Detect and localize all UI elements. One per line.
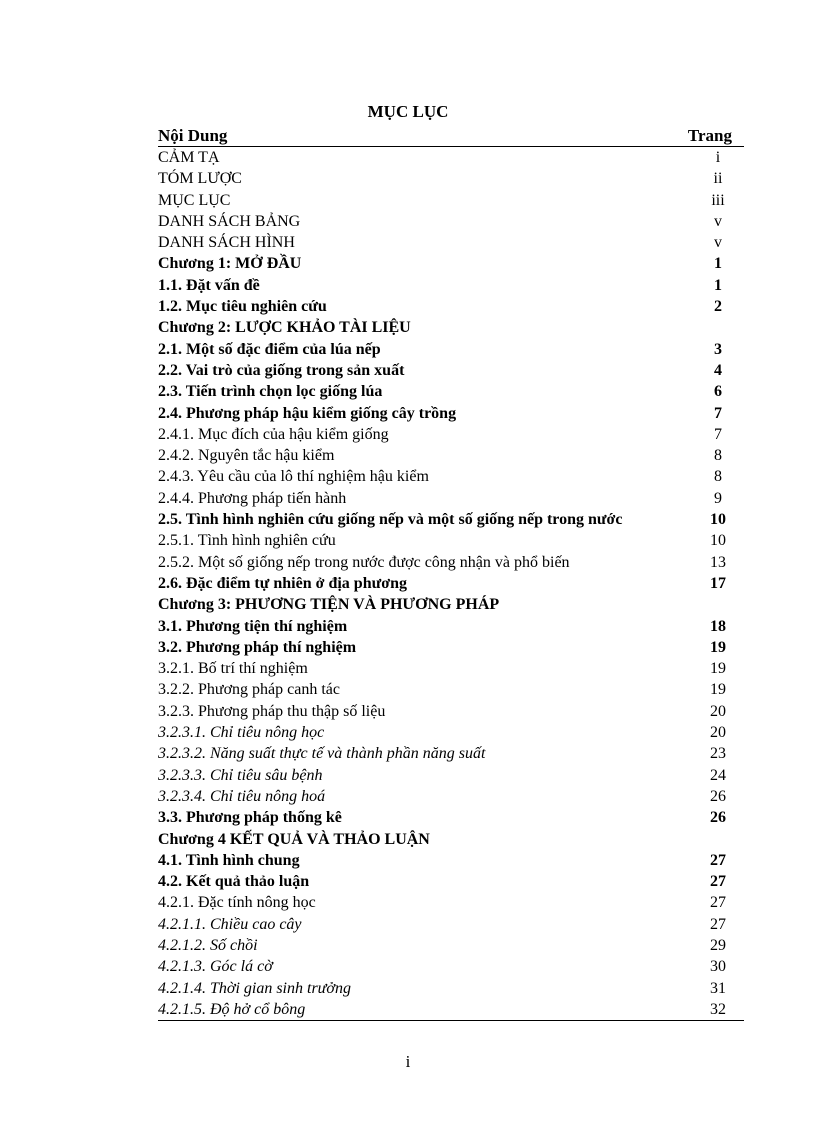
- toc-entry-page: 19: [710, 638, 726, 656]
- page-number: i: [405, 1052, 411, 1071]
- toc-entry-label: 2.4.4. Phương pháp tiến hành: [158, 489, 347, 507]
- toc-entry-label: 3.1. Phương tiện thí nghiệm: [158, 617, 348, 635]
- toc-entry: [158, 999, 744, 1020]
- toc-entry: [158, 701, 744, 722]
- toc-entry-page: 1: [714, 276, 722, 294]
- toc-entry: [158, 466, 744, 487]
- toc-entry-label: 2.1. Một số đặc điểm của lúa nếp: [158, 340, 381, 358]
- toc-header: [158, 124, 744, 147]
- toc-entry-label: 4.2. Kết quả thảo luận: [158, 873, 310, 891]
- toc-entry-page: 27: [710, 873, 726, 891]
- toc-entry-label: 2.5.2. Một số giống nếp trong nước được công nhận và phổ biến: [158, 553, 570, 571]
- toc-entry-label: 2.3. Tiến trình chọn lọc giống lúa: [158, 383, 383, 401]
- toc-entry: [158, 552, 744, 573]
- toc-entry-label: Chương 2: LƯỢC KHẢO TÀI LIỆU: [158, 319, 411, 337]
- toc-entry-page: 27: [710, 851, 726, 869]
- toc-entry: [158, 424, 744, 445]
- toc-entry-page: 7: [714, 425, 722, 443]
- toc-entry-label: 3.2.3.3. Chỉ tiêu sâu bệnh: [158, 766, 323, 784]
- toc-entry-page: i: [715, 149, 721, 166]
- toc-entry: [158, 509, 744, 530]
- toc-entry-page: 27: [710, 915, 726, 933]
- toc-entry-label: 3.2.2. Phương pháp canh tác: [158, 681, 340, 699]
- toc-entry-page: 19: [710, 681, 726, 699]
- toc-entry-label: DANH SÁCH BẢNG: [158, 212, 301, 230]
- toc-entry: [158, 978, 744, 999]
- toc-entry-page: 24: [710, 766, 726, 784]
- toc-entry-page: 13: [710, 553, 726, 571]
- toc-entry-page: 17: [710, 574, 726, 592]
- toc-entry-page: 6: [714, 383, 722, 401]
- toc-entry-label: 3.2.3. Phương pháp thu thập số liệu: [158, 702, 386, 720]
- toc-entry-label: Chương 1: MỞ ĐẦU: [158, 255, 302, 273]
- toc-entry: [158, 935, 744, 956]
- toc-entry-page: 1: [714, 255, 722, 273]
- toc-entry: [158, 658, 744, 679]
- toc-entry-label: 4.2.1.4. Thời gian sinh trưởng: [158, 979, 351, 997]
- toc-header-content: Nội Dung: [158, 126, 228, 145]
- toc-entry: [158, 637, 744, 658]
- toc-entry-page: v: [714, 234, 722, 252]
- toc-entry-label: Chương 3: PHƯƠNG TIỆN VÀ PHƯƠNG PHÁP: [158, 596, 500, 614]
- toc-entry-page: 9: [714, 489, 722, 507]
- toc-entry: [158, 253, 744, 274]
- toc-entry-label: 3.2. Phương pháp thí nghiệm: [158, 638, 357, 656]
- toc-entry-page: 10: [710, 511, 726, 529]
- toc-entries: [158, 147, 744, 1021]
- toc-entry: [158, 190, 744, 211]
- toc-entry: [158, 573, 744, 594]
- toc-entry-page: ii: [713, 170, 723, 188]
- toc-entry-label: 4.2.1.2. Số chồi: [158, 936, 258, 954]
- toc-entry: [158, 765, 744, 786]
- toc-entry: [158, 530, 744, 551]
- toc-entry-label: CẢM TẠ: [158, 149, 220, 166]
- toc-entry-label: 2.2. Vai trò của giống trong sản xuất: [158, 361, 405, 379]
- toc-entry-page: 2: [714, 298, 722, 316]
- toc-entry-label: 3.2.3.2. Năng suất thực tế và thành phần năng suất: [158, 745, 486, 763]
- toc-entry: [158, 296, 744, 317]
- toc-entry-label: 4.2.1. Đặc tính nông học: [158, 894, 316, 912]
- toc-entry: [158, 914, 744, 935]
- toc-entry-page: 29: [710, 936, 726, 954]
- toc-entry: [158, 339, 744, 360]
- toc-entry: [158, 403, 744, 424]
- toc-entry-page: 8: [714, 447, 722, 465]
- toc-entry: [158, 892, 744, 913]
- toc-entry: [158, 722, 744, 743]
- toc-entry-label: 2.5. Tình hình nghiên cứu giống nếp và một số giống nếp trong nước: [158, 511, 623, 529]
- toc-entry-label: 4.2.1.5. Độ hở cổ bông: [158, 1000, 306, 1018]
- toc-entry-label: 1.1. Đặt vấn đề: [158, 276, 260, 294]
- toc-entry: [158, 594, 744, 615]
- toc-entry-label: 2.4.3. Yêu cầu của lô thí nghiệm hậu kiểm: [158, 468, 429, 486]
- toc-entry: [158, 147, 744, 168]
- toc-entry-label: 3.2.3.1. Chỉ tiêu nông học: [158, 724, 325, 742]
- toc-entry-label: 2.4.2. Nguyên tắc hậu kiểm: [158, 447, 335, 465]
- table-of-contents: [158, 124, 744, 1021]
- toc-entry-label: 2.4.1. Mục đích của hậu kiểm giống: [158, 425, 389, 443]
- toc-entry-label: 2.4. Phương pháp hậu kiểm giống cây trồng: [158, 404, 457, 422]
- toc-entry-page: 31: [710, 979, 726, 997]
- toc-entry-label: 3.2.1. Bố trí thí nghiệm: [158, 660, 308, 678]
- toc-entry-label: 4.1. Tình hình chung: [158, 851, 300, 869]
- toc-entry: [158, 850, 744, 871]
- toc-entry: [158, 743, 744, 764]
- toc-entry: [158, 679, 744, 700]
- toc-entry: [158, 317, 744, 338]
- toc-entry: [158, 232, 744, 253]
- toc-entry-page: 20: [710, 724, 726, 742]
- toc-entry: [158, 616, 744, 637]
- toc-entry: [158, 381, 744, 402]
- toc-entry: [158, 211, 744, 232]
- toc-entry: [158, 786, 744, 807]
- toc-entry-page: 26: [710, 787, 726, 805]
- toc-entry-page: 19: [710, 660, 726, 678]
- toc-entry-page: 26: [710, 809, 726, 827]
- toc-entry: [158, 488, 744, 509]
- toc-entry-label: 4.2.1.1. Chiều cao cây: [158, 915, 302, 933]
- toc-entry-page: iii: [711, 191, 725, 209]
- toc-entry: [158, 807, 744, 828]
- toc-entry-label: 4.2.1.3. Góc lá cờ: [158, 958, 273, 976]
- toc-entry-page: v: [714, 212, 722, 230]
- toc-entry-page: 27: [710, 894, 726, 912]
- toc-entry-label: 3.3. Phương pháp thống kê: [158, 809, 342, 827]
- toc-entry: [158, 168, 744, 189]
- toc-entry-label: 1.2. Mục tiêu nghiên cứu: [158, 298, 327, 316]
- toc-entry: [158, 445, 744, 466]
- toc-entry-page: 4: [714, 361, 722, 379]
- toc-entry-label: Chương 4 KẾT QUẢ VÀ THẢO LUẬN: [158, 830, 430, 848]
- toc-entry-label: 2.6. Đặc điểm tự nhiên ở địa phương: [158, 574, 407, 592]
- toc-entry-page: 10: [710, 532, 726, 550]
- toc-entry: [158, 829, 744, 850]
- toc-entry-page: 3: [714, 340, 722, 358]
- toc-entry-label: MỤC LỤC: [158, 191, 231, 209]
- toc-entry-page: 23: [710, 745, 726, 763]
- page-title: MỤC LỤC: [367, 102, 449, 121]
- toc-entry-label: TÓM LƯỢC: [158, 170, 242, 188]
- toc-entry-page: 18: [710, 617, 726, 635]
- toc-entry: [158, 956, 744, 977]
- toc-entry-page: 20: [710, 702, 726, 720]
- toc-entry: [158, 871, 744, 892]
- toc-entry-page: 30: [710, 958, 726, 976]
- toc-entry-page: 32: [710, 1000, 726, 1018]
- toc-entry-label: 3.2.3.4. Chỉ tiêu nông hoá: [158, 787, 326, 805]
- toc-header-page: Trang: [687, 126, 732, 145]
- toc-entry-label: DANH SÁCH HÌNH: [158, 234, 295, 252]
- toc-entry: [158, 275, 744, 296]
- toc-entry-page: 7: [714, 404, 722, 422]
- toc-entry-label: 2.5.1. Tình hình nghiên cứu: [158, 532, 336, 550]
- toc-entry-page: 8: [714, 468, 722, 486]
- toc-entry: [158, 360, 744, 381]
